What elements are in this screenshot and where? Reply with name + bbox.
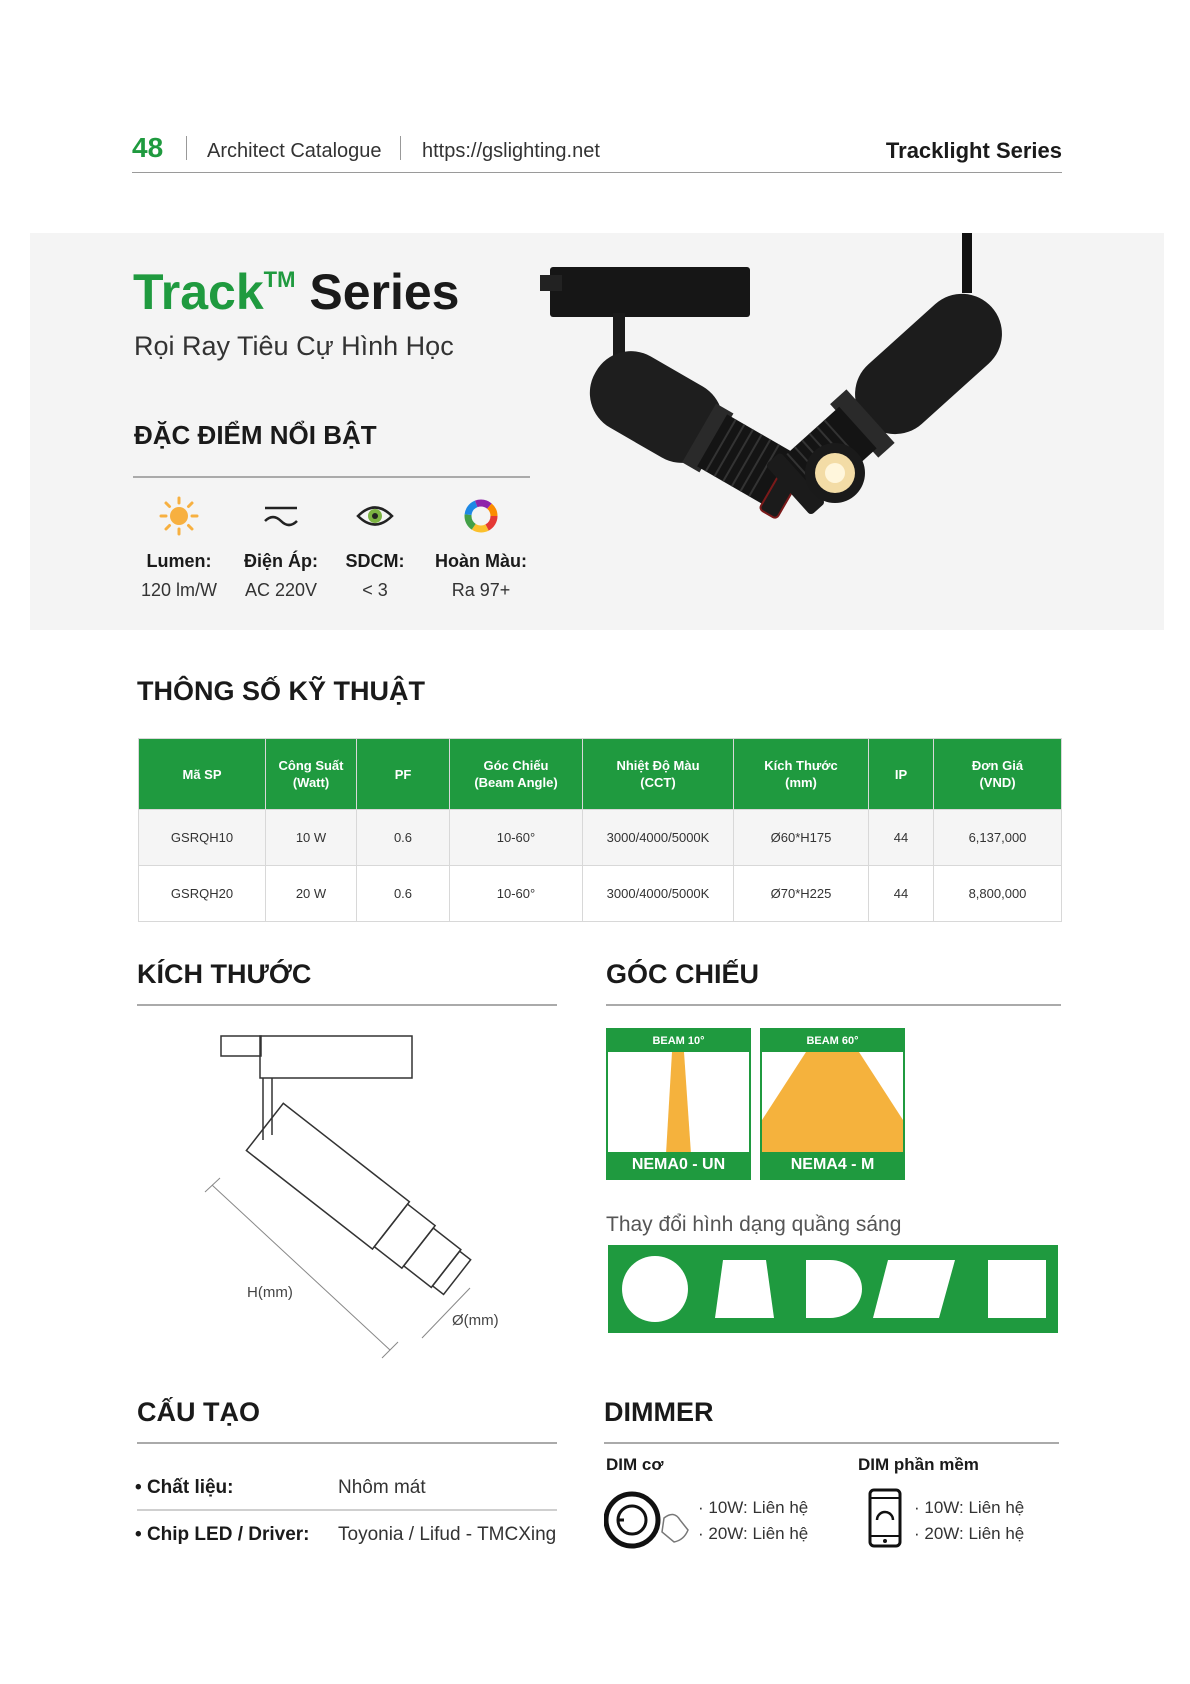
structure-item [135, 1477, 234, 1499]
dimmer-line: · 20W: Liên hệ [698, 1524, 809, 1543]
dimensions-heading: KÍCH THƯỚC [137, 959, 312, 989]
table-cell: 10 W [266, 810, 357, 866]
table-cell: 8,800,000 [934, 866, 1062, 922]
table-cell: 10-60° [450, 866, 583, 922]
features-heading: ĐẶC ĐIỂM NỔI BẬT [134, 420, 377, 450]
table-cell: 6,137,000 [934, 810, 1062, 866]
beam-panel-10 [606, 1028, 751, 1180]
product-image [530, 233, 1130, 573]
spec-lumen [124, 495, 234, 601]
dimmer-heading: DIMMER [604, 1397, 714, 1427]
row-divider [137, 1509, 557, 1511]
spec-value: 120 lm/W [140, 580, 218, 600]
spec-value: < 3 [362, 580, 388, 600]
dimmer-lines [914, 1495, 1024, 1547]
col-header: Đơn Giá (VND) [934, 739, 1062, 810]
phone-dimmer-icon [868, 1488, 902, 1548]
dimmer-group-title: DIM cơ [606, 1455, 664, 1474]
structure-label: Chip LED / Driver: [146, 1524, 310, 1545]
col-header: Kích Thước (mm) [734, 739, 869, 810]
dimension-drawing [200, 1020, 530, 1370]
product-subtitle: Rọi Ray Tiêu Cự Hình Học [134, 331, 454, 361]
structure-value: Toyonia / Lifud - TMCXing [338, 1524, 557, 1545]
spec-value: AC 220V [244, 580, 318, 600]
table-cell: 3000/4000/5000K [583, 810, 734, 866]
table-cell: 3000/4000/5000K [583, 866, 734, 922]
knob-dimmer-icon [604, 1490, 694, 1550]
dimmer-group-title: DIM phần mềm [858, 1455, 979, 1474]
dimmer-line: · 10W: Liên hệ [914, 1498, 1025, 1517]
circle-shape-icon [622, 1256, 688, 1322]
table-cell: 10-60° [450, 810, 583, 866]
col-header: IP [869, 739, 934, 810]
diameter-label: Ø(mm) [452, 1312, 499, 1329]
color-wheel-icon [426, 495, 536, 537]
table-cell: Ø70*H225 [734, 866, 869, 922]
spec-label: Hoàn Màu: [435, 551, 527, 571]
sun-icon [124, 495, 234, 537]
page-header [132, 132, 1062, 173]
eye-icon [320, 495, 430, 537]
col-header: Mã SP [139, 739, 266, 810]
structure-value: Nhôm mát [338, 1477, 426, 1498]
table-cell: 0.6 [357, 866, 450, 922]
table-cell: 44 [869, 866, 934, 922]
structure-item [135, 1524, 310, 1546]
d-shape-icon [806, 1260, 862, 1318]
section-divider [606, 1004, 1061, 1006]
tech-heading: THÔNG SỐ KỸ THUẬT [137, 676, 425, 706]
spec-label: SDCM: [345, 551, 405, 571]
beam-title: BEAM 10° [608, 1030, 749, 1052]
header-divider [400, 136, 401, 160]
structure-label: Chất liệu: [146, 1477, 234, 1498]
title-brand: Track [133, 264, 264, 320]
table-cell: 0.6 [357, 810, 450, 866]
parallelogram-shape-icon [873, 1260, 955, 1318]
beam-shape-options [608, 1245, 1058, 1333]
header-divider [186, 136, 187, 160]
col-header: Công Suất (Watt) [266, 739, 357, 810]
page-number: 48 [132, 132, 164, 163]
catalogue-name: Architect Catalogue [207, 140, 382, 162]
trapezoid-shape-icon [715, 1260, 774, 1318]
product-title [133, 263, 459, 321]
beam-60-cone [762, 1052, 903, 1154]
dimmer-line: · 20W: Liên hệ [914, 1524, 1025, 1543]
beam-panel-60 [760, 1028, 905, 1180]
col-header: PF [357, 739, 450, 810]
spec-sdcm [320, 495, 430, 601]
table-row [139, 810, 1062, 866]
spec-table [138, 738, 1062, 922]
table-row [139, 866, 1062, 922]
beam-heading: GÓC CHIẾU [606, 959, 760, 989]
section-divider [137, 1442, 557, 1444]
spec-label: Lumen: [146, 551, 212, 571]
title-series: Series [309, 264, 460, 320]
spec-label: Điện Áp: [244, 551, 318, 571]
site-url[interactable]: https://gslighting.net [422, 140, 600, 162]
table-cell: GSRQH20 [139, 866, 266, 922]
beam-title: BEAM 60° [762, 1030, 903, 1052]
section-divider [137, 1004, 557, 1006]
table-cell: Ø60*H175 [734, 810, 869, 866]
col-header: Góc Chiếu (Beam Angle) [450, 739, 583, 810]
beam-class: NEMA0 - UN [608, 1152, 749, 1178]
dimmer-line: · 10W: Liên hệ [698, 1498, 809, 1517]
structure-heading: CẤU TẠO [137, 1397, 260, 1427]
square-shape-icon [988, 1260, 1046, 1318]
col-header: Nhiệt Độ Màu (CCT) [583, 739, 734, 810]
table-cell: 20 W [266, 866, 357, 922]
trademark-mark: TM [263, 267, 296, 292]
height-label: H(mm) [247, 1284, 293, 1301]
shape-caption: Thay đổi hình dạng quầng sáng [606, 1213, 902, 1236]
series-name: Tracklight Series [885, 138, 1062, 163]
bullet: • [135, 1477, 147, 1498]
spec-cri [426, 495, 536, 601]
table-cell: 44 [869, 810, 934, 866]
hero-panel [30, 233, 1164, 630]
table-header-row [139, 739, 1062, 810]
table-cell: GSRQH10 [139, 810, 266, 866]
spec-value: Ra 97+ [451, 580, 511, 600]
features-divider [133, 476, 530, 478]
dimmer-lines [698, 1495, 808, 1547]
bullet: • [135, 1524, 147, 1545]
section-divider [604, 1442, 1059, 1444]
beam-10-cone [608, 1052, 749, 1154]
beam-class: NEMA4 - M [762, 1152, 903, 1178]
